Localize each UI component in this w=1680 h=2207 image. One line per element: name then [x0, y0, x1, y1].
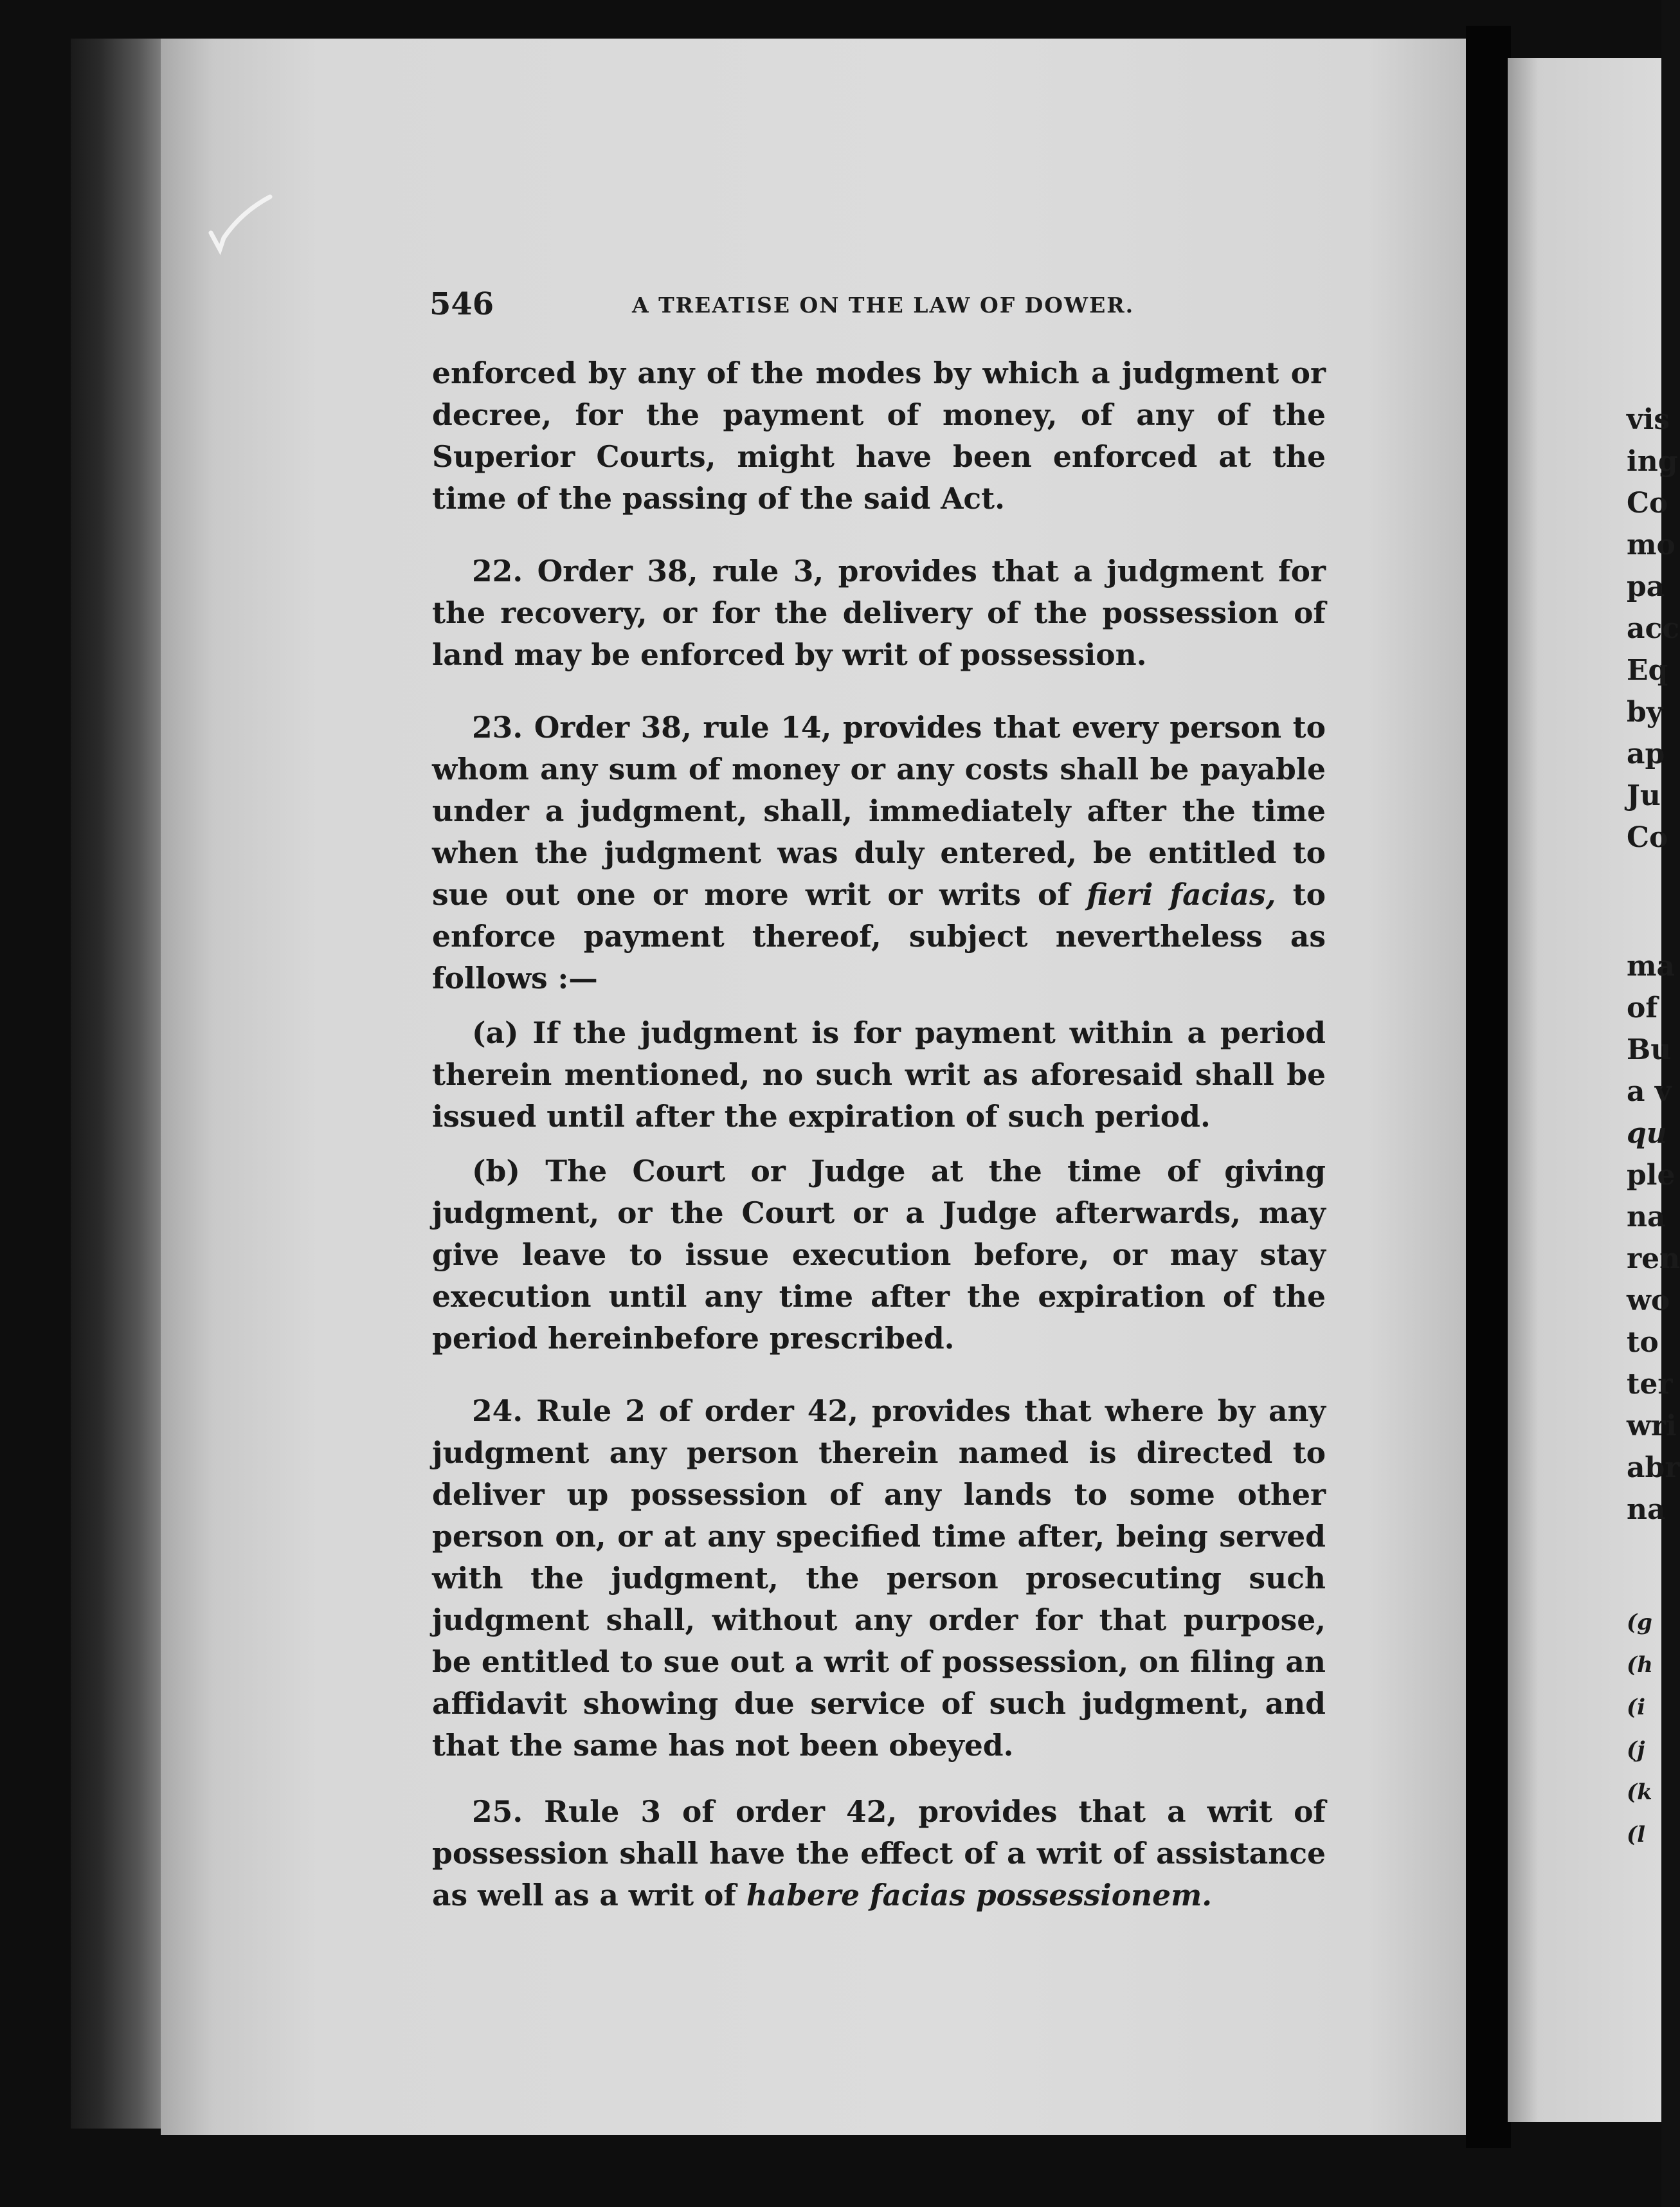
fragment-line: Co	[1627, 821, 1668, 854]
fragment-line: na	[1627, 1201, 1666, 1233]
fragment-line: acc	[1627, 612, 1680, 645]
fragment-line: wri	[1627, 1410, 1677, 1442]
fragment-line: pa	[1627, 570, 1665, 603]
paragraph-24: 24. Rule 2 of order 42, provides that where by any judgment any person therein named is directed to deliver up possession of any lands to some other person on, or at any specified time after, being served with the judgment, the person prosecuting such judgment shall, without any order for that purpose, be entitled to sue out a writ of possession, on filing an affidavit showing due service of such judgment, and that the same has not been obeyed.	[432, 1394, 1326, 1763]
fragment-line: (l	[1627, 1822, 1646, 1848]
fragment-line: ren	[1627, 1242, 1680, 1275]
fragment-line: Eq	[1627, 654, 1668, 687]
fragment-line: (k	[1627, 1779, 1652, 1805]
page-number: 546	[429, 286, 494, 322]
fragment-line: of	[1627, 992, 1658, 1024]
page-body	[432, 352, 1326, 1916]
fragment-line: ap	[1627, 738, 1665, 770]
paragraph-22: 22. Order 38, rule 3, provides that a judgment for the recovery, or for the delivery of the possession of land may be enforced by writ of possession.	[432, 554, 1326, 672]
clause-a: (a) If the judgment is for payment within a period therein mentioned, no such writ as aforesaid shall be issued until after the expiration of such period.	[432, 1015, 1326, 1134]
paragraph-23-italic: fieri facias,	[1087, 877, 1276, 912]
fragment-line: Co	[1627, 487, 1668, 520]
paragraph-23-text: 23. Order 38, rule 14, provides that every person to whom any sum of money or any costs shall be payable under a judgment, shall, immediately after the time when the judgment was duly entered, be entitled to sue out one or more writ or writs of	[432, 710, 1326, 912]
paragraph-continuation: enforced by any of the modes by which a judgment or decree, for the payment of money, of any of the Superior Courts, might have been enforced at the time of the passing of the said Act.	[432, 356, 1326, 516]
fragment-line: (i	[1627, 1694, 1646, 1720]
paragraph-25-italic: habere facias possessionem.	[746, 1878, 1213, 1912]
running-head-title: A TREATISE ON THE LAW OF DOWER.	[632, 293, 1135, 318]
fragment-line: wo	[1627, 1284, 1670, 1317]
book-gutter	[1466, 26, 1511, 2148]
fragment-line: abr	[1627, 1451, 1680, 1484]
fragment-line: ter	[1627, 1368, 1673, 1401]
paragraph-25-text: 25. Rule 3 of order 42, provides that a writ of possession shall have the effect of a writ of assistance as well as a writ of	[432, 1794, 1326, 1912]
fragment-line: (g	[1627, 1610, 1652, 1635]
fragment-line: qu	[1627, 1117, 1667, 1150]
fragment-line: ing	[1627, 445, 1678, 478]
fragment-line: (j	[1627, 1737, 1645, 1763]
fragment-line: by	[1627, 696, 1663, 729]
fragment-line: Ju	[1627, 779, 1661, 812]
paragraph-25	[432, 1791, 1326, 1916]
clause-b: (b) The Court or Judge at the time of giving judgment, or the Court or a Judge afterwards, may give leave to issue execution before, or may stay execution until any time after the expiration of the period hereinbefore prescribed.	[432, 1154, 1326, 1356]
paragraph-23-end: to enforce payment thereof, subject nevertheless as follows :—	[432, 877, 1326, 995]
fragment-line: vis	[1627, 403, 1670, 436]
facing-page-fragment-3	[1627, 1601, 1661, 1856]
fragment-line: ple	[1627, 1159, 1675, 1192]
fragment-line: na	[1627, 1493, 1666, 1526]
book-edge	[71, 39, 167, 2129]
fragment-line: ma	[1627, 950, 1675, 983]
fragment-line: Bu	[1627, 1033, 1672, 1066]
pencil-checkmark-icon	[206, 193, 276, 264]
running-head	[429, 286, 1330, 331]
fragment-line: (h	[1627, 1652, 1653, 1678]
fragment-line: to	[1627, 1326, 1659, 1359]
paragraph-23	[432, 707, 1326, 999]
fragment-line: mo	[1627, 529, 1675, 561]
fragment-line: a v	[1627, 1075, 1672, 1108]
facing-page-fragment-2	[1627, 945, 1680, 1530]
facing-page-fragment-1	[1627, 399, 1680, 858]
